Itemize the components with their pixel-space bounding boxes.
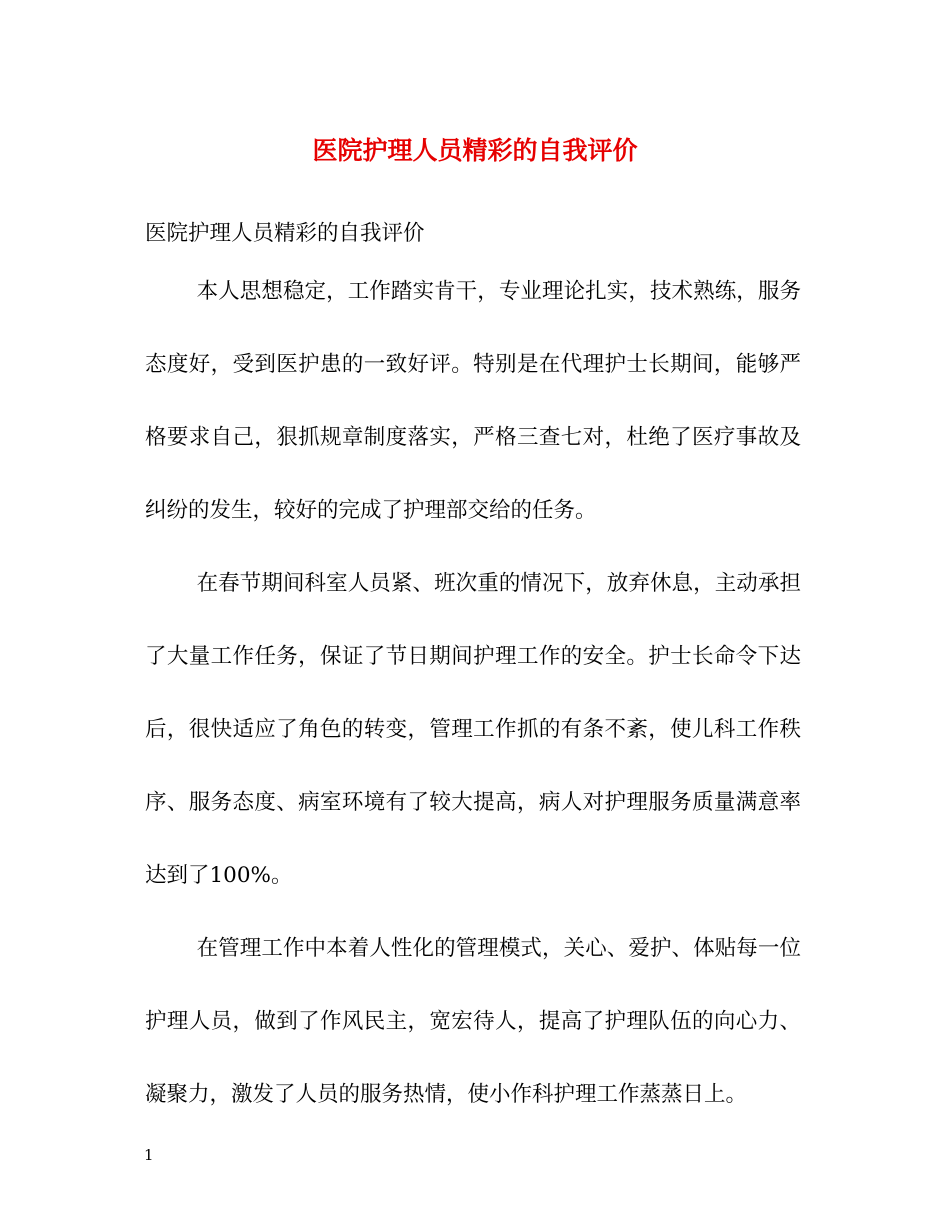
paragraph-2: 在春节期间科室人员紧、班次重的情况下，放弃休息，主动承担了大量工作任务，保证了节日期间护理工作的安全。护士长命令下达后，很快适应了角色的转变，管理工作抓的有条不紊，使儿科工作秩序、服务态度、病室环境有了较大提高，病人对护理服务质量满意率达到了100%。: [145, 571, 801, 888]
document-title: 医院护理人员精彩的自我评价: [312, 136, 638, 165]
paragraph-1: 本人思想稳定，工作踏实肯干，专业理论扎实，技术熟练，服务态度好，受到医护患的一致好评。特别是在代理护士长期间，能够严格要求自己，狠抓规章制度落实，严格三查七对，杜绝了医疗事故及纠纷的发生，较好的完成了护理部交给的任务。: [145, 279, 801, 523]
page-number: 1: [144, 1146, 154, 1164]
document-body: [145, 215, 801, 1131]
document-subtitle: 医院护理人员精彩的自我评价: [145, 221, 425, 246]
paragraph-3: 在管理工作中本着人性化的管理模式，关心、爱护、体贴每一位护理人员，做到了作风民主，宽宏待人，提高了护理队伍的向心力、凝聚力，激发了人员的服务热情，使小作科护理工作蒸蒸日上。: [145, 936, 801, 1107]
